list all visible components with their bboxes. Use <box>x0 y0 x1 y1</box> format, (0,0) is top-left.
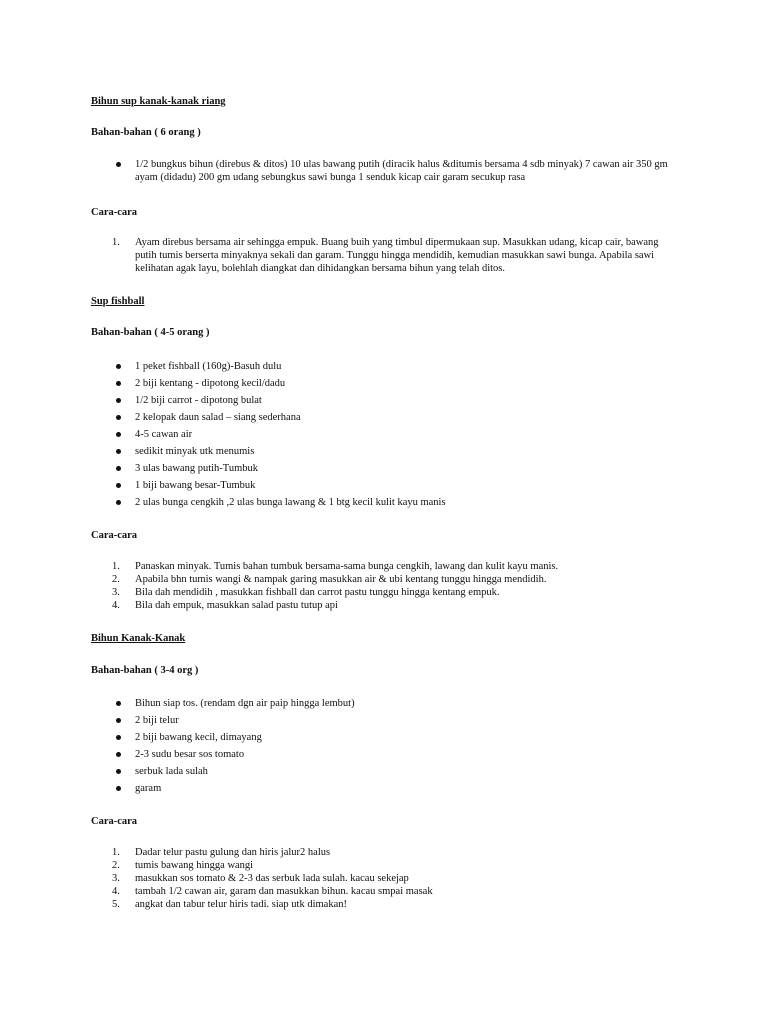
list-item: 2 biji telur <box>91 714 681 731</box>
steps-heading: Cara-cara <box>91 530 138 541</box>
list-item: 5. angkat dan tabur telur hiris tadi. siap utk dimakan! <box>112 899 347 910</box>
list-item: 3. masukkan sos tomato & 2-3 das serbuk lada sulah. kacau sekejap <box>112 873 409 884</box>
list-item: 3. Bila dah mendidih , masukkan fishball dan carrot pastu tunggu hingga kentang empuk. <box>112 587 500 598</box>
ingredients-heading: Bahan-bahan ( 3-4 org ) <box>91 665 199 676</box>
bullet-icon <box>116 364 121 369</box>
bullet-icon <box>116 786 121 791</box>
list-item: 4. tambah 1/2 cawan air, garam dan masukkan bihun. kacau smpai masak <box>112 886 433 897</box>
bullet-icon <box>116 466 121 471</box>
bullet-icon <box>116 449 121 454</box>
bullet-icon <box>116 701 121 706</box>
bullet-icon <box>116 398 121 403</box>
ingredients-heading: Bahan-bahan ( 4-5 orang ) <box>91 327 210 338</box>
list-item: garam <box>91 782 681 799</box>
bullet-icon <box>116 162 121 167</box>
list-item: 2. tumis bawang hingga wangi <box>112 860 254 871</box>
list-item: 1 peket fishball (160g)-Basuh dulu <box>91 360 681 377</box>
list-item: 1/2 biji carrot - dipotong bulat <box>91 394 681 411</box>
list-item: serbuk lada sulah <box>91 765 681 782</box>
list-item: 4. Bila dah empuk, masukkan salad pastu tutup api <box>112 600 338 611</box>
list-item: 2 biji kentang - dipotong kecil/dadu <box>91 377 681 394</box>
steps-list <box>91 846 681 911</box>
bullet-icon <box>116 718 121 723</box>
list-item: 4-5 cawan air <box>91 428 681 445</box>
ingredients-heading: Bahan-bahan ( 6 orang ) <box>91 127 201 138</box>
list-item: sedikit minyak utk menumis <box>91 445 681 462</box>
steps-list <box>91 236 681 275</box>
list-item: 1 biji bawang besar-Tumbuk <box>91 479 681 496</box>
steps-heading: Cara-cara <box>91 816 138 827</box>
bullet-icon <box>116 381 121 386</box>
steps-heading: Cara-cara <box>91 207 138 218</box>
bullet-icon <box>116 769 121 774</box>
list-item: 1. Panaskan minyak. Tumis bahan tumbuk bersama-sama bunga cengkih, lawang dan kulit kayu manis. <box>112 561 559 572</box>
list-item: 2-3 sudu besar sos tomato <box>91 748 681 765</box>
bullet-icon <box>116 752 121 757</box>
ingredients-list <box>91 697 681 799</box>
list-item: 2 biji bawang kecil, dimayang <box>91 731 681 748</box>
list-item: 1. Dadar telur pastu gulung dan hiris jalur2 halus <box>112 847 331 858</box>
bullet-icon <box>116 432 121 437</box>
bullet-icon <box>116 500 121 505</box>
recipe-title: Bihun Kanak-Kanak <box>91 633 186 644</box>
steps-list <box>91 560 681 612</box>
list-item: 2. Apabila bhn tumis wangi & nampak garing masukkan air & ubi kentang tunggu hingga mendidih. <box>112 574 547 585</box>
list-item: 1/2 bungkus bihun (direbus & ditos) 10 ulas bawang putih (diracik halus &ditumis bersama 4 sdb minyak) 7 cawan air 350 gm ayam (didadu) 200 gm udang sebungkus sawi bunga 1 senduk kicap cair garam secukup rasa <box>91 158 681 184</box>
list-item: Bihun siap tos. (rendam dgn air paip hingga lembut) <box>91 697 681 714</box>
recipe-title: Sup fishball <box>91 296 145 307</box>
list-item: 1. Ayam direbus bersama air sehingga empuk. Buang buih yang timbul dipermukaan sup. Masukkan udang, kicap cair, bawang putih tumis berserta minyaknya sekali dan garam. Tunggu hingga mendidih, kemudian masukkan sawi bunga. Apabila sawi kelihatan agak layu, bolehlah diangkat dan dihidangkan bersama bihun yang telah ditos. <box>112 237 659 274</box>
list-item: 2 kelopak daun salad – siang sederhana <box>91 411 681 428</box>
recipe-title: Bihun sup kanak-kanak riang <box>91 96 226 107</box>
bullet-icon <box>116 735 121 740</box>
ingredients-list <box>91 360 681 513</box>
list-item: 2 ulas bunga cengkih ,2 ulas bunga lawang & 1 btg kecil kulit kayu manis <box>91 496 681 513</box>
list-item: 3 ulas bawang putih-Tumbuk <box>91 462 681 479</box>
bullet-icon <box>116 483 121 488</box>
ingredients-list <box>91 158 681 184</box>
bullet-icon <box>116 415 121 420</box>
